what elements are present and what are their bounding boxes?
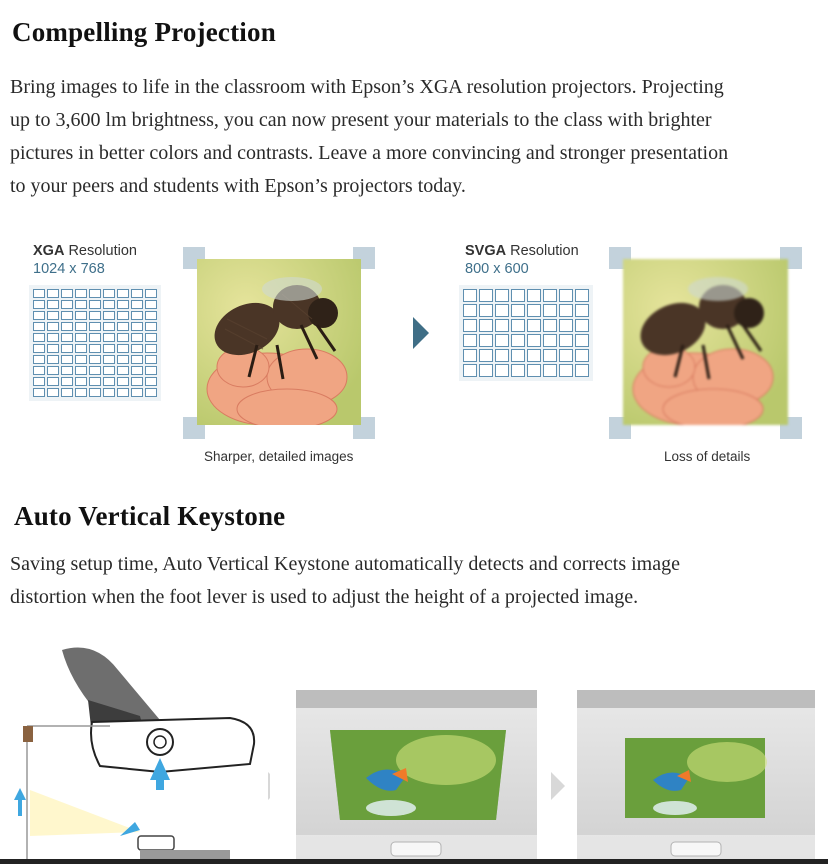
pixel-cell xyxy=(33,377,45,386)
pixel-cell xyxy=(47,344,59,353)
pixel-cell xyxy=(463,304,477,317)
pixel-cell xyxy=(479,334,493,347)
pixel-cell xyxy=(47,333,59,342)
pixel-cell xyxy=(117,300,129,309)
pixel-cell xyxy=(479,289,493,302)
pixel-cell xyxy=(89,322,101,331)
pixel-cell xyxy=(511,304,525,317)
pixel-cell xyxy=(117,355,129,364)
pixel-cell xyxy=(117,311,129,320)
pixel-cell xyxy=(511,349,525,362)
svga-title-rest: Resolution xyxy=(506,243,579,259)
pixel-cell xyxy=(575,349,589,362)
pixel-cell xyxy=(117,289,129,298)
xga-dimensions: 1024 x 768 xyxy=(33,261,105,277)
next-arrow-icon xyxy=(551,772,565,800)
pixel-cell xyxy=(495,319,509,332)
pixel-cell xyxy=(103,388,115,397)
paragraph-line: to your peers and students with Epson’s projectors today. xyxy=(10,175,466,197)
pixel-cell xyxy=(33,289,45,298)
pixel-cell xyxy=(559,334,573,347)
pixel-cell xyxy=(61,300,73,309)
pixel-cell xyxy=(575,304,589,317)
pixel-cell xyxy=(479,364,493,377)
pixel-cell xyxy=(511,319,525,332)
pixel-cell xyxy=(61,344,73,353)
pixel-cell xyxy=(495,289,509,302)
pixel-cell xyxy=(117,333,129,342)
pixel-cell xyxy=(543,334,557,347)
pixel-cell xyxy=(511,289,525,302)
pixel-cell xyxy=(575,334,589,347)
pixel-cell xyxy=(61,322,73,331)
pixel-cell xyxy=(559,304,573,317)
pixel-cell xyxy=(479,319,493,332)
pixel-cell xyxy=(89,311,101,320)
pixel-cell xyxy=(527,289,541,302)
pixel-cell xyxy=(47,289,59,298)
pixel-cell xyxy=(117,344,129,353)
xga-image-frame xyxy=(183,247,375,439)
pixel-cell xyxy=(131,300,143,309)
pixel-cell xyxy=(61,333,73,342)
pixel-cell xyxy=(559,364,573,377)
pixel-cell xyxy=(145,355,157,364)
bee-on-flower-image-blurry xyxy=(623,259,788,425)
pixel-cell xyxy=(527,349,541,362)
pixel-cell xyxy=(495,334,509,347)
pixel-cell xyxy=(75,388,87,397)
svga-dimensions: 800 x 600 xyxy=(465,261,529,277)
pixel-cell xyxy=(47,366,59,375)
pixel-cell xyxy=(495,304,509,317)
pixel-cell xyxy=(103,289,115,298)
pixel-cell xyxy=(75,344,87,353)
paragraph-auto-vertical-keystone xyxy=(10,548,820,614)
pixel-cell xyxy=(103,377,115,386)
pixel-cell xyxy=(527,319,541,332)
pixel-cell xyxy=(33,333,45,342)
pixel-cell xyxy=(131,355,143,364)
pixel-cell xyxy=(33,322,45,331)
pixel-cell xyxy=(47,377,59,386)
pixel-cell xyxy=(33,311,45,320)
pixel-cell xyxy=(463,334,477,347)
pixel-cell xyxy=(527,304,541,317)
xga-title-bold: XGA xyxy=(33,243,65,259)
play-arrow-icon xyxy=(413,317,429,349)
pixel-cell xyxy=(145,388,157,397)
pixel-cell xyxy=(495,364,509,377)
pixel-cell xyxy=(131,322,143,331)
pixel-cell xyxy=(131,388,143,397)
pixel-cell xyxy=(145,289,157,298)
pixel-cell xyxy=(117,388,129,397)
pixel-cell xyxy=(89,300,101,309)
bee-on-flower-image-sharp xyxy=(197,259,361,425)
pixel-cell xyxy=(527,364,541,377)
pixel-cell xyxy=(145,300,157,309)
pixel-cell xyxy=(47,322,59,331)
pixel-cell xyxy=(131,344,143,353)
pixel-cell xyxy=(131,333,143,342)
pixel-cell xyxy=(463,319,477,332)
pixel-cell xyxy=(117,377,129,386)
pixel-cell xyxy=(145,366,157,375)
pixel-cell xyxy=(89,333,101,342)
projector-foot-lever-illustration xyxy=(0,640,270,860)
paragraph-line: distortion when the foot lever is used to adjust the height of a projected image. xyxy=(10,586,639,608)
svga-caption: Loss of details xyxy=(664,449,751,464)
pixel-cell xyxy=(75,311,87,320)
pixel-cell xyxy=(75,333,87,342)
paragraph-line: pictures in better colors and contrasts. Leave a more convincing and stronger presentation xyxy=(10,142,729,164)
paragraph-line: Bring images to life in the classroom with Epson’s XGA resolution projectors. Projecting xyxy=(10,76,724,98)
pixel-cell xyxy=(75,300,87,309)
pixel-cell xyxy=(145,377,157,386)
pixel-cell xyxy=(131,289,143,298)
pixel-cell xyxy=(575,364,589,377)
pixel-cell xyxy=(61,366,73,375)
pixel-cell xyxy=(89,289,101,298)
heading-auto-vertical-keystone: Auto Vertical Keystone xyxy=(14,501,286,531)
pixel-cell xyxy=(47,300,59,309)
heading-compelling-projection: Compelling Projection xyxy=(12,17,276,47)
pixel-cell xyxy=(47,311,59,320)
pixel-cell xyxy=(89,355,101,364)
pixel-cell xyxy=(89,388,101,397)
svga-title-bold: SVGA xyxy=(465,243,507,259)
pixel-cell xyxy=(559,319,573,332)
pixel-cell xyxy=(511,334,525,347)
pixel-cell xyxy=(103,355,115,364)
pixel-cell xyxy=(543,319,557,332)
pixel-cell xyxy=(511,364,525,377)
xga-title-rest: Resolution xyxy=(64,243,137,259)
svga-pixel-grid xyxy=(459,285,593,381)
keystone-after-photo xyxy=(577,690,815,860)
xga-pixel-grid xyxy=(29,285,161,401)
bottom-border xyxy=(0,859,828,864)
pixel-cell xyxy=(61,311,73,320)
pixel-cell xyxy=(575,319,589,332)
pixel-cell xyxy=(103,366,115,375)
keystone-before-photo xyxy=(296,690,537,860)
xga-caption: Sharper, detailed images xyxy=(204,449,354,464)
pixel-cell xyxy=(543,304,557,317)
pixel-cell xyxy=(479,304,493,317)
pixel-cell xyxy=(145,322,157,331)
pixel-cell xyxy=(495,349,509,362)
pixel-cell xyxy=(543,349,557,362)
pixel-cell xyxy=(33,366,45,375)
pixel-cell xyxy=(75,377,87,386)
pixel-cell xyxy=(33,355,45,364)
pixel-cell xyxy=(117,366,129,375)
pixel-cell xyxy=(89,366,101,375)
pixel-cell xyxy=(559,289,573,302)
pixel-cell xyxy=(145,344,157,353)
svga-label xyxy=(465,243,579,277)
pixel-cell xyxy=(145,333,157,342)
pixel-cell xyxy=(75,289,87,298)
pixel-cell xyxy=(131,311,143,320)
pixel-cell xyxy=(527,334,541,347)
pixel-cell xyxy=(89,344,101,353)
pixel-cell xyxy=(131,366,143,375)
pixel-cell xyxy=(47,388,59,397)
pixel-cell xyxy=(575,289,589,302)
pixel-cell xyxy=(103,311,115,320)
pixel-cell xyxy=(61,377,73,386)
xga-label xyxy=(33,243,137,277)
pixel-cell xyxy=(103,322,115,331)
pixel-cell xyxy=(33,388,45,397)
pixel-cell xyxy=(75,322,87,331)
pixel-cell xyxy=(61,289,73,298)
pixel-cell xyxy=(47,355,59,364)
pixel-cell xyxy=(463,364,477,377)
pixel-cell xyxy=(75,355,87,364)
pixel-cell xyxy=(33,300,45,309)
pixel-cell xyxy=(131,377,143,386)
pixel-cell xyxy=(61,355,73,364)
pixel-cell xyxy=(103,333,115,342)
pixel-cell xyxy=(463,349,477,362)
pixel-cell xyxy=(145,311,157,320)
pixel-cell xyxy=(543,289,557,302)
paragraph-line: Saving setup time, Auto Vertical Keystone automatically detects and corrects image xyxy=(10,553,680,575)
pixel-cell xyxy=(33,344,45,353)
paragraph-compelling-projection xyxy=(10,71,820,203)
pixel-cell xyxy=(103,344,115,353)
pixel-cell xyxy=(479,349,493,362)
paragraph-line: up to 3,600 lm brightness, you can now present your materials to the class with brighter xyxy=(10,109,712,131)
pixel-cell xyxy=(75,366,87,375)
pixel-cell xyxy=(61,388,73,397)
pixel-cell xyxy=(463,289,477,302)
pixel-cell xyxy=(543,364,557,377)
pixel-cell xyxy=(89,377,101,386)
svga-image-frame xyxy=(609,247,802,439)
pixel-cell xyxy=(559,349,573,362)
pixel-cell xyxy=(103,300,115,309)
pixel-cell xyxy=(117,322,129,331)
